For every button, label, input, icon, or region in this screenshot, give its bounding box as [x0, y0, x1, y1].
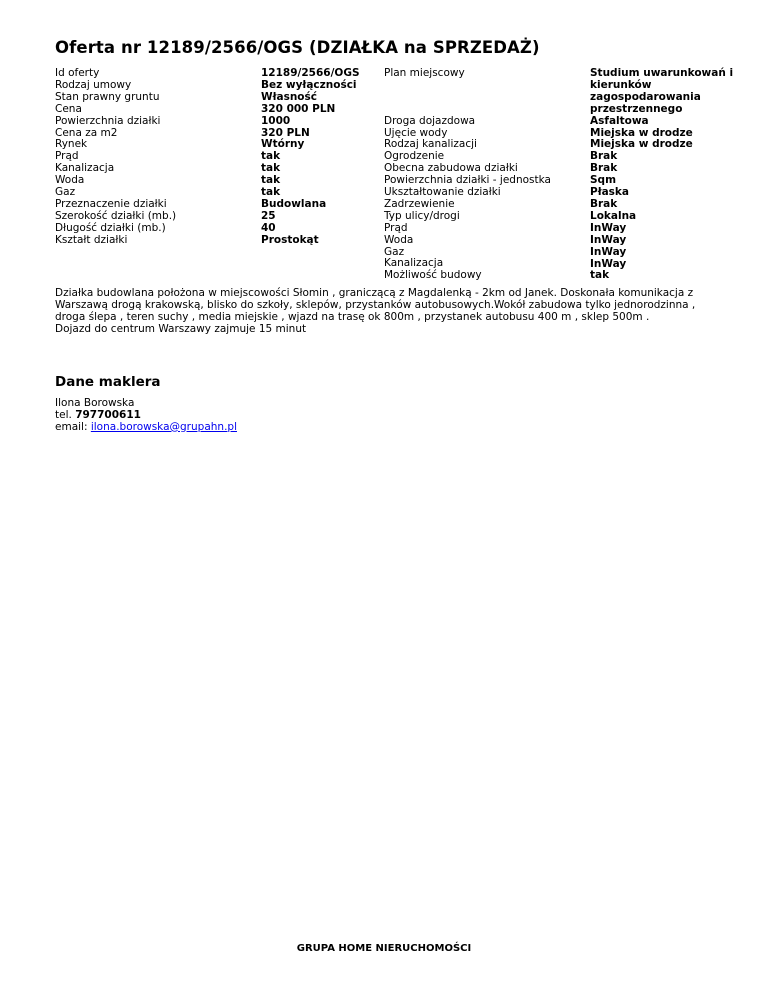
field-value: Prostokąt	[261, 233, 319, 246]
field-label: Ujęcie wody	[384, 126, 448, 139]
field-value: 40	[261, 221, 276, 234]
field-value: zagospodarowania	[590, 90, 701, 103]
field-value: Wtórny	[261, 138, 305, 151]
field-label: Zadrzewienie	[384, 197, 455, 210]
field-label: Powierzchnia działki	[55, 114, 161, 127]
field-label: Plan miejscowy	[384, 67, 465, 79]
field-label: Stan prawny gruntu	[55, 90, 160, 103]
field-label: Cena za m2	[55, 126, 118, 139]
field-value: tak	[261, 162, 281, 175]
field-label: Powierzchnia działki - jednostka	[384, 174, 551, 187]
description-line: droga ślepa , teren suchy , media miejskie , wjazd na trasę ok 800m , przystanek autobusu 400 m , sklep 500m .	[55, 310, 650, 323]
field-label: Woda	[384, 233, 414, 246]
field-value: Lokalna	[590, 209, 637, 222]
left-labels-column	[55, 68, 176, 247]
field-label: Rynek	[55, 138, 88, 151]
left-values-column	[261, 68, 360, 247]
field-value: tak	[590, 269, 610, 282]
field-label: Rodzaj kanalizacji	[384, 138, 477, 151]
field-value: tak	[261, 174, 281, 187]
field-value: InWay	[590, 257, 627, 270]
agent-phone: 797700611	[75, 408, 141, 421]
field-label: Gaz	[55, 186, 76, 199]
field-value: Bez wyłączności	[261, 78, 357, 91]
description-line: Warszawą drogą krakowską, blisko do szkoły, sklepów, przystanków autobusowych.Wokół zabudowa tylko jednorodzinna ,	[55, 298, 696, 311]
field-value: Miejska w drodze	[590, 138, 693, 151]
field-value: InWay	[590, 233, 627, 246]
agent-email-link[interactable]: ilona.borowska@grupahn.pl	[90, 420, 237, 433]
field-value: Asfaltowa	[590, 114, 649, 127]
field-value: InWay	[590, 221, 627, 234]
field-label: Obecna zabudowa działki	[384, 162, 518, 175]
field-value: 12189/2566/OGS	[261, 67, 360, 79]
field-label: Możliwość budowy	[384, 269, 482, 282]
field-value: 320 PLN	[261, 126, 310, 139]
description-line: Działka budowlana położona w miejscowości Słomin , graniczącą z Magdalenką - 2km od Janek. Doskonała komunikacja z	[55, 287, 694, 299]
field-value: przestrzennego	[590, 102, 683, 115]
field-value: Budowlana	[261, 197, 327, 210]
offer-title: Oferta nr 12189/2566/OGS (DZIAŁKA na SPRZEDAŻ)	[55, 38, 540, 57]
field-value: Własność	[261, 90, 317, 103]
field-value: 320 000 PLN	[261, 102, 336, 115]
field-label: Ogrodzenie	[384, 150, 445, 163]
field-label: Szerokość działki (mb.)	[55, 209, 177, 222]
field-label: Prąd	[55, 150, 79, 163]
field-label: Przeznaczenie działki	[55, 197, 167, 210]
field-label: Kanalizacja	[55, 162, 115, 175]
field-value: Sqm	[590, 174, 617, 187]
field-label: Droga dojazdowa	[384, 114, 476, 127]
offer-description	[55, 288, 735, 336]
description-line: Dojazd do centrum Warszawy zajmuje 15 minut	[55, 322, 307, 335]
field-label: Typ ulicy/drogi	[384, 209, 460, 222]
email-label: email:	[55, 420, 88, 433]
agent-email-row	[55, 422, 237, 434]
field-value: InWay	[590, 245, 627, 258]
field-label: Woda	[55, 174, 85, 187]
right-labels-column	[384, 68, 551, 282]
field-value: Studium uwarunkowań i	[590, 67, 734, 79]
footer-company: GRUPA HOME NIERUCHOMOŚCI	[296, 943, 472, 954]
field-label: Cena	[55, 102, 82, 115]
field-label: Gaz	[384, 245, 405, 258]
agent-section-title: Dane maklera	[55, 374, 161, 390]
field-label: Id oferty	[55, 67, 100, 79]
field-label: Kształt działki	[55, 233, 128, 246]
field-value: Miejska w drodze	[590, 126, 693, 139]
field-value: Brak	[590, 150, 618, 163]
phone-label: tel.	[55, 408, 72, 421]
field-label: Kanalizacja	[384, 257, 444, 270]
field-value: Brak	[590, 162, 618, 175]
field-value: tak	[261, 186, 281, 199]
agent-name: Ilona Borowska	[55, 397, 135, 409]
field-value: 25	[261, 209, 276, 222]
right-values-column	[590, 68, 733, 282]
field-value: 1000	[261, 114, 291, 127]
field-label: Długość działki (mb.)	[55, 221, 166, 234]
field-label: Prąd	[384, 221, 408, 234]
field-label: Rodzaj umowy	[55, 78, 132, 91]
agent-contact	[55, 398, 237, 434]
field-value: kierunków	[590, 78, 652, 91]
field-value: Płaska	[590, 186, 629, 199]
field-value: Brak	[590, 197, 618, 210]
field-label: Ukształtowanie działki	[384, 186, 501, 199]
field-value: tak	[261, 150, 281, 163]
